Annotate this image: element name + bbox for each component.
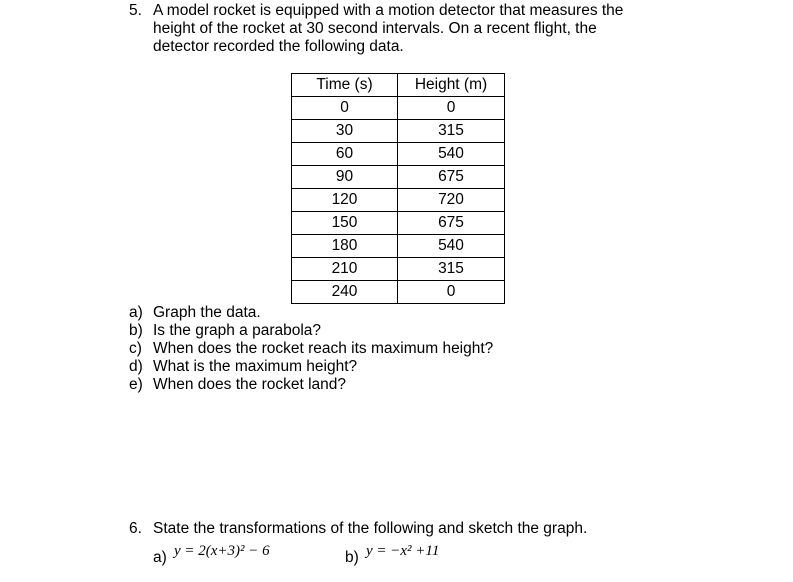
question-6-number: 6. [129,520,142,537]
table-row [292,258,505,281]
question-6-text: State the transformations of the following and sketch the graph. [153,520,588,537]
time-cell: 180 [292,235,398,258]
table-row [292,212,505,235]
height-cell: 315 [398,120,505,143]
table-row [292,97,505,120]
height-cell: 0 [398,281,505,304]
question-5-line-3: detector recorded the following data. [153,38,404,55]
height-cell: 540 [398,235,505,258]
time-cell: 90 [292,166,398,189]
part-c-letter: c) [129,340,142,357]
question-5-line-2: height of the rocket at 30 second intervals. On a recent flight, the [153,20,597,37]
height-cell: 0 [398,97,505,120]
height-cell: 315 [398,258,505,281]
part-a-text: Graph the data. [153,304,261,321]
height-cell: 540 [398,143,505,166]
time-cell: 240 [292,281,398,304]
height-cell: 675 [398,166,505,189]
time-cell: 30 [292,120,398,143]
time-cell: 60 [292,143,398,166]
part-d-letter: d) [129,358,143,375]
time-cell: 120 [292,189,398,212]
table-row [292,189,505,212]
question-5-number: 5. [129,2,142,19]
time-cell: 210 [292,258,398,281]
part-c-text: When does the rocket reach its maximum height? [153,340,494,357]
q6-part-a-letter: a) [153,549,167,566]
height-cell: 675 [398,212,505,235]
time-cell: 150 [292,212,398,235]
table-row [292,120,505,143]
header-height: Height (m) [398,74,505,97]
table-header-row [292,74,505,97]
part-b-letter: b) [129,322,143,339]
header-time: Time (s) [292,74,398,97]
part-e-letter: e) [129,376,143,393]
part-b-text: Is the graph a parabola? [153,322,322,339]
q6-part-b-equation: y = −x² +11 [366,543,440,559]
table-row [292,235,505,258]
question-5-line-1: A model rocket is equipped with a motion detector that measures the [153,2,624,19]
height-cell: 720 [398,189,505,212]
part-e-text: When does the rocket land? [153,376,347,393]
table-row [292,166,505,189]
q6-part-a-equation: y = 2(x+3)² − 6 [174,543,270,559]
q6-part-b-letter: b) [345,549,359,566]
table-row [292,281,505,304]
part-a-letter: a) [129,304,143,321]
time-cell: 0 [292,97,398,120]
table-row [292,143,505,166]
part-d-text: What is the maximum height? [153,358,358,375]
time-height-table [291,73,505,304]
